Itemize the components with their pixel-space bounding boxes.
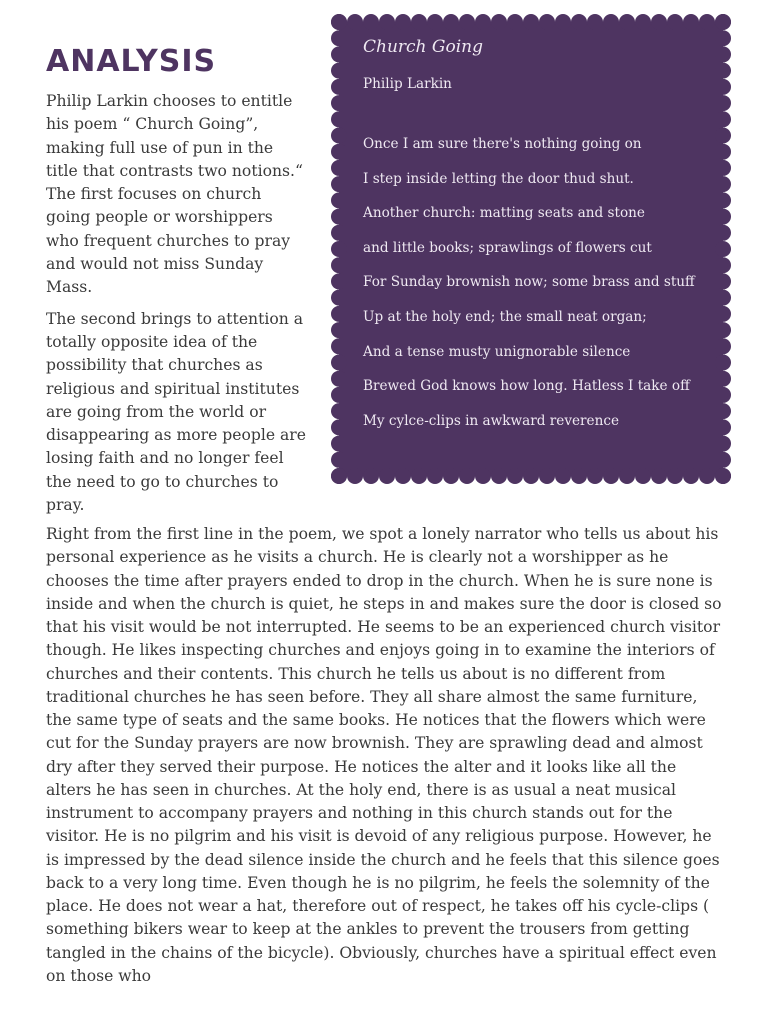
poem-line: Up at the holy end; the small neat organ; [363, 308, 647, 325]
analysis-body-paragraph: Right from the first line in the poem, we spot a lonely narrator who tells us about his personal experience as he visits a church. He is clearly not a worshipper as he chooses the time after prayers ended to drop in the church. When he is sure none is inside and when the church is quiet, he steps in and makes sure the door is closed so that his visit would be not interrupted. He seems to be an experienced church visitor though. He likes inspecting churches and enjoys going in to examine the interiors of churches and their contents. This church he tells us about is no different from traditional churches he has seen before. They all share almost the same furniture, the same type of seats and the same books. He notices that the flowers which were cut for the Sunday prayers are now brownish. They are sprawling dead and almost dry after they served their purpose. He notices the alter and it looks like all the alters he has seen in churches. At the holy end, there is as usual a neat musical instrument to accompany prayers and nothing in this church stands out for the visitor. He is no pilgrim and his visit is devoid of any religious purpose. However, he is impressed by the dead silence inside the church and he feels that this silence goes back to a very long time. Even though he is no pilgrim, he feels the solemnity of the place. He does not wear a hat, therefore out of respect, he takes off his cycle-clips ( something bikers wear to keep at the ankles to prevent the trousers from getting tangled in the chains of the bicycle). Obviously, churches have a spiritual effect even on those who [46, 525, 722, 985]
poem-line: Another church: matting seats and stone [363, 205, 645, 222]
poem-line: My cylce-clips in awkward reverence [363, 412, 620, 429]
poem-line: Brewed God knows how long. Hatless I take off [363, 378, 690, 395]
page-heading: ANALYSIS [46, 44, 217, 79]
poem-line: Once I am sure there's nothing going on [363, 136, 642, 152]
poem-author: Philip Larkin [363, 76, 452, 92]
poem-line: And a tense musty unignorable silence [363, 343, 631, 360]
poem-line: I step inside letting the door thud shut. [363, 170, 634, 187]
intro-paragraph-2: The second brings to attention a totally opposite idea of the possibility that churches as religious and spiritual institutes are going from the world or disappearing as more people are losing faith and no longer feel the need to go to churches to pray. [46, 309, 306, 515]
intro-column [46, 90, 308, 525]
poem-line: For Sunday brownish now; some brass and stuff [363, 274, 695, 291]
intro-paragraph-1: Philip Larkin chooses to entitle his poem “ Church Going”, making full use of pun in the title that contrasts two notions.“ The first focuses on church going people or worshippers who frequent churches to pray and would not miss Sunday Mass. [46, 92, 303, 297]
poem-lines [363, 135, 713, 446]
poem-content [363, 36, 713, 446]
poem-box [331, 14, 731, 484]
poem-title: Church Going [363, 37, 483, 57]
poem-line: and little books; sprawlings of flowers cut [363, 239, 652, 256]
